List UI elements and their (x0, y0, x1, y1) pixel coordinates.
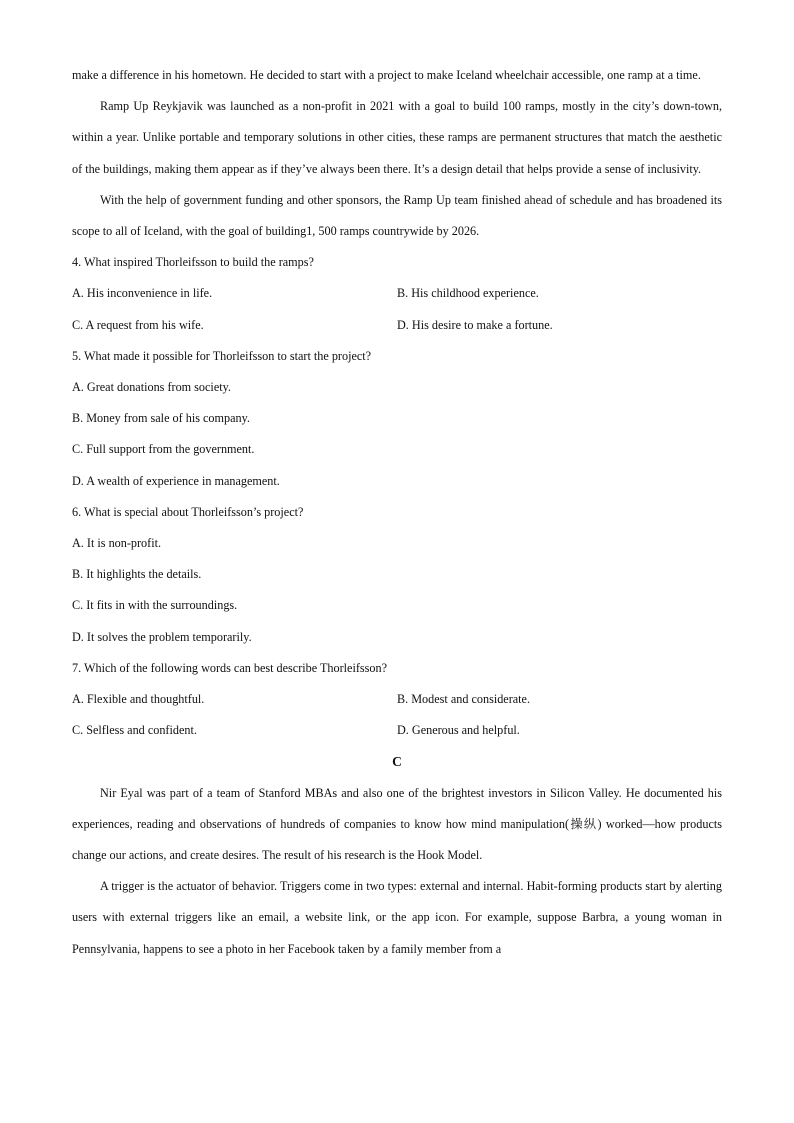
option-d: D. His desire to make a fortune. (397, 317, 553, 332)
passage-b-paragraph-funding: With the help of government funding and other sponsors, the Ramp Up team finished ahead of schedule and has broadened its scope to all of Iceland, with the goal of building1, 500 ramps countrywide by 2026. (72, 192, 722, 239)
option-b: B. Money from sale of his company. (72, 411, 250, 426)
option-c: C. Selfless and confident. (72, 723, 197, 738)
question-6 (72, 497, 722, 653)
option-a: A. It is non-profit. (72, 536, 162, 551)
question-stem: 7. Which of the following words can best describe Thorleifsson? (72, 660, 387, 675)
option-d: D. Generous and helpful. (397, 723, 520, 738)
document-page (72, 60, 722, 965)
option-row (72, 684, 722, 715)
passage-b-paragraph-ramp-up: Ramp Up Reykjavik was launched as a non-profit in 2021 with a goal to build 100 ramps, mostly in the city’s down-town, within a year. Unlike portable and temporary solutions in other cities, these ramps are permanent structures that match the aesthetic of the buildings, making them appear as if they’ve always been there. It’s a design detail that helps provide a sense of inclusivity. (72, 99, 722, 176)
passage-b-paragraph-continued: make a difference in his hometown. He decided to start with a project to make Iceland wheelchair accessible, one ramp at a time. (72, 68, 701, 82)
option-d: D. It solves the problem temporarily. (72, 629, 252, 644)
option-c: C. It fits in with the surroundings. (72, 598, 238, 613)
option-row (72, 715, 722, 746)
passage-c-paragraph-2: A trigger is the actuator of behavior. Triggers come in two types: external and internal. Habit-forming products start by alerting users with external triggers like an email, a website link, or the app icon. For example, suppose Barbra, a young woman in Pennsylvania, happens to see a photo in her Facebook taken by a family member from a (72, 879, 722, 956)
option-row (72, 278, 722, 309)
question-7 (72, 653, 722, 747)
question-5 (72, 341, 722, 497)
option-a: A. Flexible and thoughtful. (72, 692, 205, 707)
option-d: D. A wealth of experience in management. (72, 473, 280, 488)
section-heading-c: C (392, 754, 402, 770)
option-c: C. Full support from the government. (72, 442, 255, 457)
option-b: B. Modest and considerate. (397, 692, 531, 707)
question-stem: 4. What inspired Thorleifsson to build the ramps? (72, 255, 314, 270)
option-b: B. It highlights the details. (72, 567, 202, 582)
option-a: A. His inconvenience in life. (72, 286, 213, 301)
passage-c-paragraph-1: Nir Eyal was part of a team of Stanford MBAs and also one of the brightest investors in Silicon Valley. He documented his experiences, reading and observations of hundreds of companies to know how mind manipulation(操纵) worked—how products change our actions, and create desires. The result of his research is the Hook Model. (72, 785, 722, 863)
question-stem: 6. What is special about Thorleifsson’s project? (72, 504, 304, 519)
question-stem: 5. What made it possible for Thorleifsson to start the project? (72, 348, 372, 363)
option-a: A. Great donations from society. (72, 380, 231, 395)
option-c: C. A request from his wife. (72, 317, 204, 332)
option-row (72, 310, 722, 341)
option-b: B. His childhood experience. (397, 286, 539, 301)
question-4 (72, 247, 722, 341)
